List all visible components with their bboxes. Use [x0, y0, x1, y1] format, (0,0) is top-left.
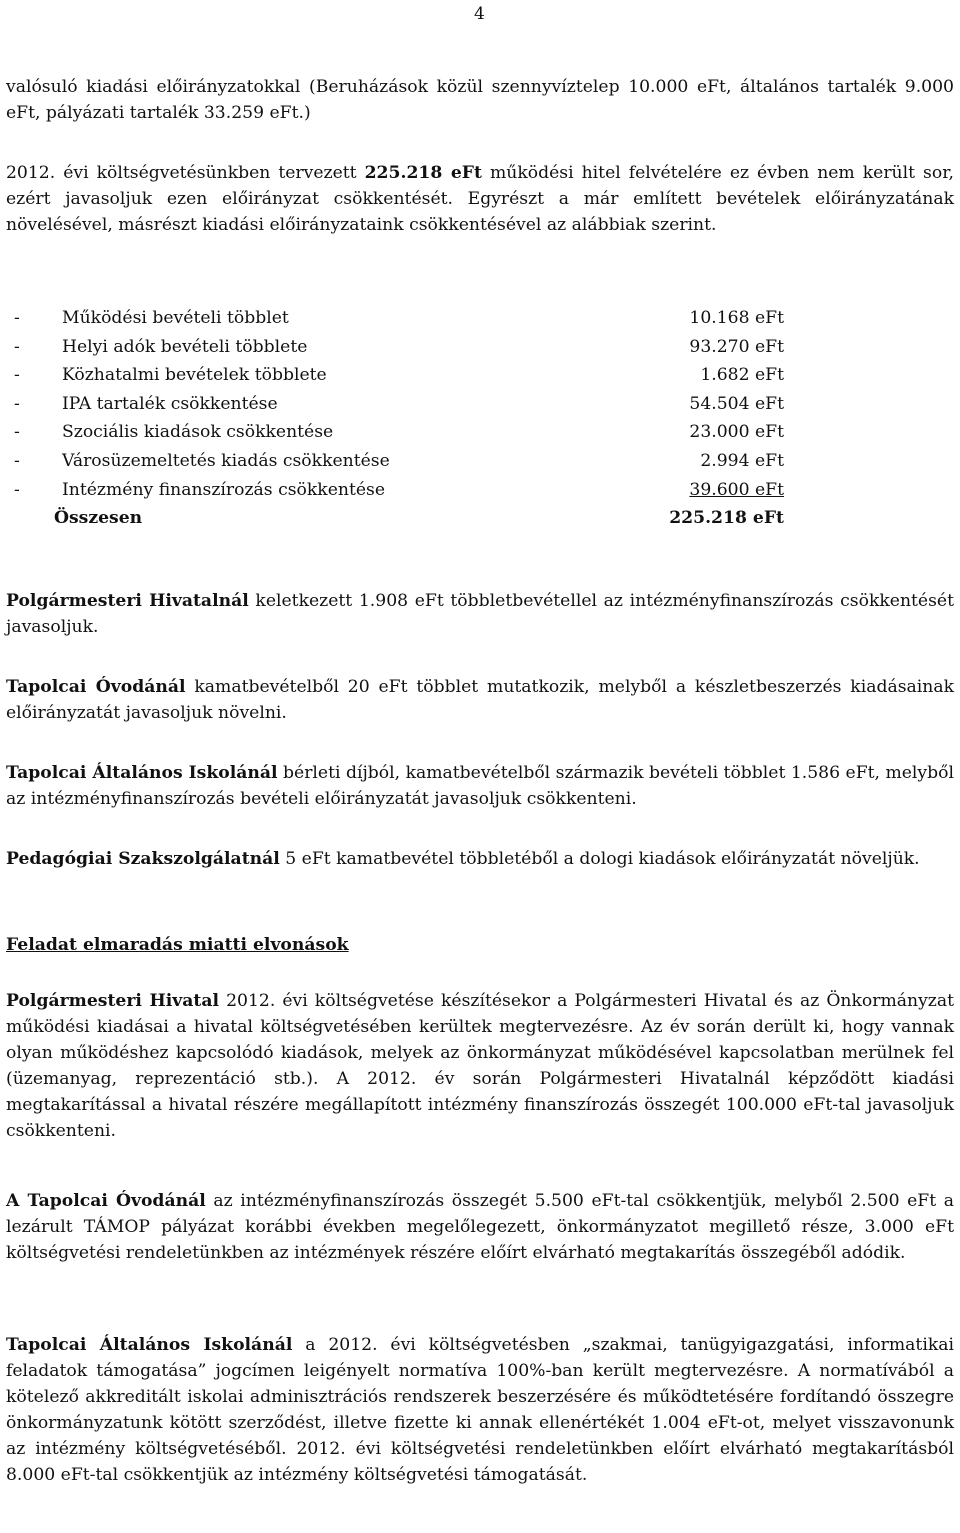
list-total-row — [14, 504, 784, 533]
paragraph-lead: Polgármesteri Hivatalnál — [6, 591, 249, 611]
list-item-label: Városüzemeltetés kiadás csökkentése — [62, 450, 390, 471]
paragraph-text: az intézményfinanszírozás összegét 5.500 eFt-tal csökkentjük, melyből 2.500 eFt a lezárult TÁMOP pályázat korábbi években megelőlegezett, önkormányzatot megillető része, 3.000 eFt költségvetési rendeletünkben az intézmények részére előírt elvárható megtakarítás összegéből adódik. — [6, 1191, 954, 1263]
paragraph-text: keletkezett 1.908 eFt többletbevétellel az intézményfinanszírozás csökkentését javasoljuk. — [6, 591, 954, 637]
paragraph-text: működési hitel felvételére ez évben nem került sor, ezért javasoljuk ezen előirányzat csökkentését. Egyrészt a már említett bevételek előirányzatának növelésével, másrészt kiadási előirányzataink csökkentésével az alábbiak szerint. — [6, 163, 954, 235]
paragraph-text: kamatbevételből 20 eFt többlet mutatkozik, melyből a készletbeszerzés kiadásainak előirányzatát javasoljuk növelni. — [6, 677, 954, 723]
list-item — [14, 333, 784, 362]
paragraph-text: 2012. évi költségvetésünkben tervezett — [6, 163, 365, 183]
paragraph-mayors-office — [6, 588, 954, 640]
list-dash: - — [14, 365, 20, 386]
list-item — [14, 418, 784, 447]
list-item-label: IPA tartalék csökkentése — [62, 393, 278, 414]
list-item — [14, 361, 784, 390]
list-item-label: Intézmény finanszírozás csökkentése — [62, 479, 386, 500]
list-item-label: Közhatalmi bevételek többlete — [62, 365, 327, 386]
list-dash: - — [14, 450, 20, 471]
list-item-label: Működési bevételi többlet — [62, 308, 289, 328]
list-item-value: 10.168 eFt — [689, 308, 784, 328]
list-item — [14, 476, 784, 505]
loan-amount: 225.218 eFt — [364, 163, 482, 183]
paragraph-school-funding — [6, 1332, 954, 1488]
list-item-value: 1.682 eFt — [700, 365, 784, 386]
list-item — [14, 390, 784, 419]
paragraph-kindergarten-funding — [6, 1188, 954, 1266]
list-dash: - — [14, 479, 20, 500]
paragraph-kindergarten — [6, 674, 954, 726]
list-item-label: Helyi adók bevételi többlete — [62, 336, 308, 357]
list-item-value: 54.504 eFt — [689, 393, 784, 414]
total-label: Összesen — [54, 508, 143, 529]
total-value: 225.218 eFt — [669, 508, 784, 529]
paragraph-text: 2012. évi költségvetése készítésekor a Polgármesteri Hivatal és az Önkormányzat működési kiadásai a hivatal költségvetésében kerültek megtervezésre. Az év során derült ki, hogy vannak olyan működéshez kapcsolódó kiadások, melyek az önkormányzat működésével kapcsolatban merülnek fel (üzemanyag, reprezentáció stb.). A 2012. év során Polgármesteri Hivatalnál képződött kiadási megtakarítással a hivatal részére megállapított intézmény finanszírozás összegét 100.000 eFt-tal javasoljuk csökkenteni. — [6, 991, 954, 1141]
paragraph-text: bérleti díjból, kamatbevételből származik bevételi többlet 1.586 eFt, melyből az intézményfinanszírozás bevételi előirányzatát javasoljuk csökkenteni. — [6, 763, 954, 809]
list-dash: - — [14, 422, 20, 443]
list-item-value: 93.270 eFt — [689, 336, 784, 357]
paragraph-lead: Pedagógiai Szakszolgálatnál — [6, 849, 280, 869]
list-dash: - — [14, 393, 20, 414]
paragraph-primary-school — [6, 760, 954, 812]
adjustment-list — [14, 304, 784, 533]
paragraph-text: 5 eFt kamatbevétel többletéből a dologi kiadások előirányzatát növeljük. — [279, 849, 920, 869]
paragraph-lead: Polgármesteri Hivatal — [6, 991, 220, 1011]
list-item-label: Szociális kiadások csökkentése — [62, 422, 334, 443]
paragraph-lead: A Tapolcai Óvodánál — [6, 1191, 206, 1211]
list-item — [14, 447, 784, 476]
paragraph-text: a 2012. évi költségvetésben „szakmai, tanügyigazgatási, informatikai feladatok támogatása” jogcímen leigényelt normatíva 100%-ban került megtervezésre. A normatívából a kötelező akkreditált iskolai adminisztrációs rendszerek beszerzésére és működtetésére fordítandó összegre önkormányzatunk kötött szerződést, illetve fizette ki annak ellenértékét 1.004 eFt-ot, melyet visszavonunk az intézmény költségvetéséből. 2012. évi költségvetési rendeletünkben előírt elvárható megtakarításból 8.000 eFt-tal csökkentjük az intézmény költségvetési támogatását. — [6, 1335, 954, 1485]
section-heading: Feladat elmaradás miatti elvonások — [6, 935, 349, 955]
paragraph-mayors-office-budget — [6, 988, 954, 1144]
paragraph-lead: Tapolcai Óvodánál — [6, 677, 186, 697]
paragraph-pedagogical-service — [6, 846, 954, 872]
page-number: 4 — [474, 4, 485, 24]
list-item-value: 23.000 eFt — [689, 422, 784, 443]
paragraph-lead: Tapolcai Általános Iskolánál — [6, 1335, 293, 1355]
list-item-value: 39.600 eFt — [689, 479, 784, 500]
paragraph-loan-reduction — [6, 160, 954, 238]
list-item-value: 2.994 eFt — [700, 450, 784, 471]
paragraph-planned-expenditures: valósuló kiadási előirányzatokkal (Beruházások közül szennyvíztelep 10.000 eFt, általános tartalék 9.000 eFt, pályázati tartalék 33.259 eFt.) — [6, 77, 954, 123]
list-dash: - — [14, 308, 20, 328]
paragraph-lead: Tapolcai Általános Iskolánál — [6, 763, 278, 783]
list-item — [14, 304, 784, 333]
list-dash: - — [14, 336, 20, 357]
